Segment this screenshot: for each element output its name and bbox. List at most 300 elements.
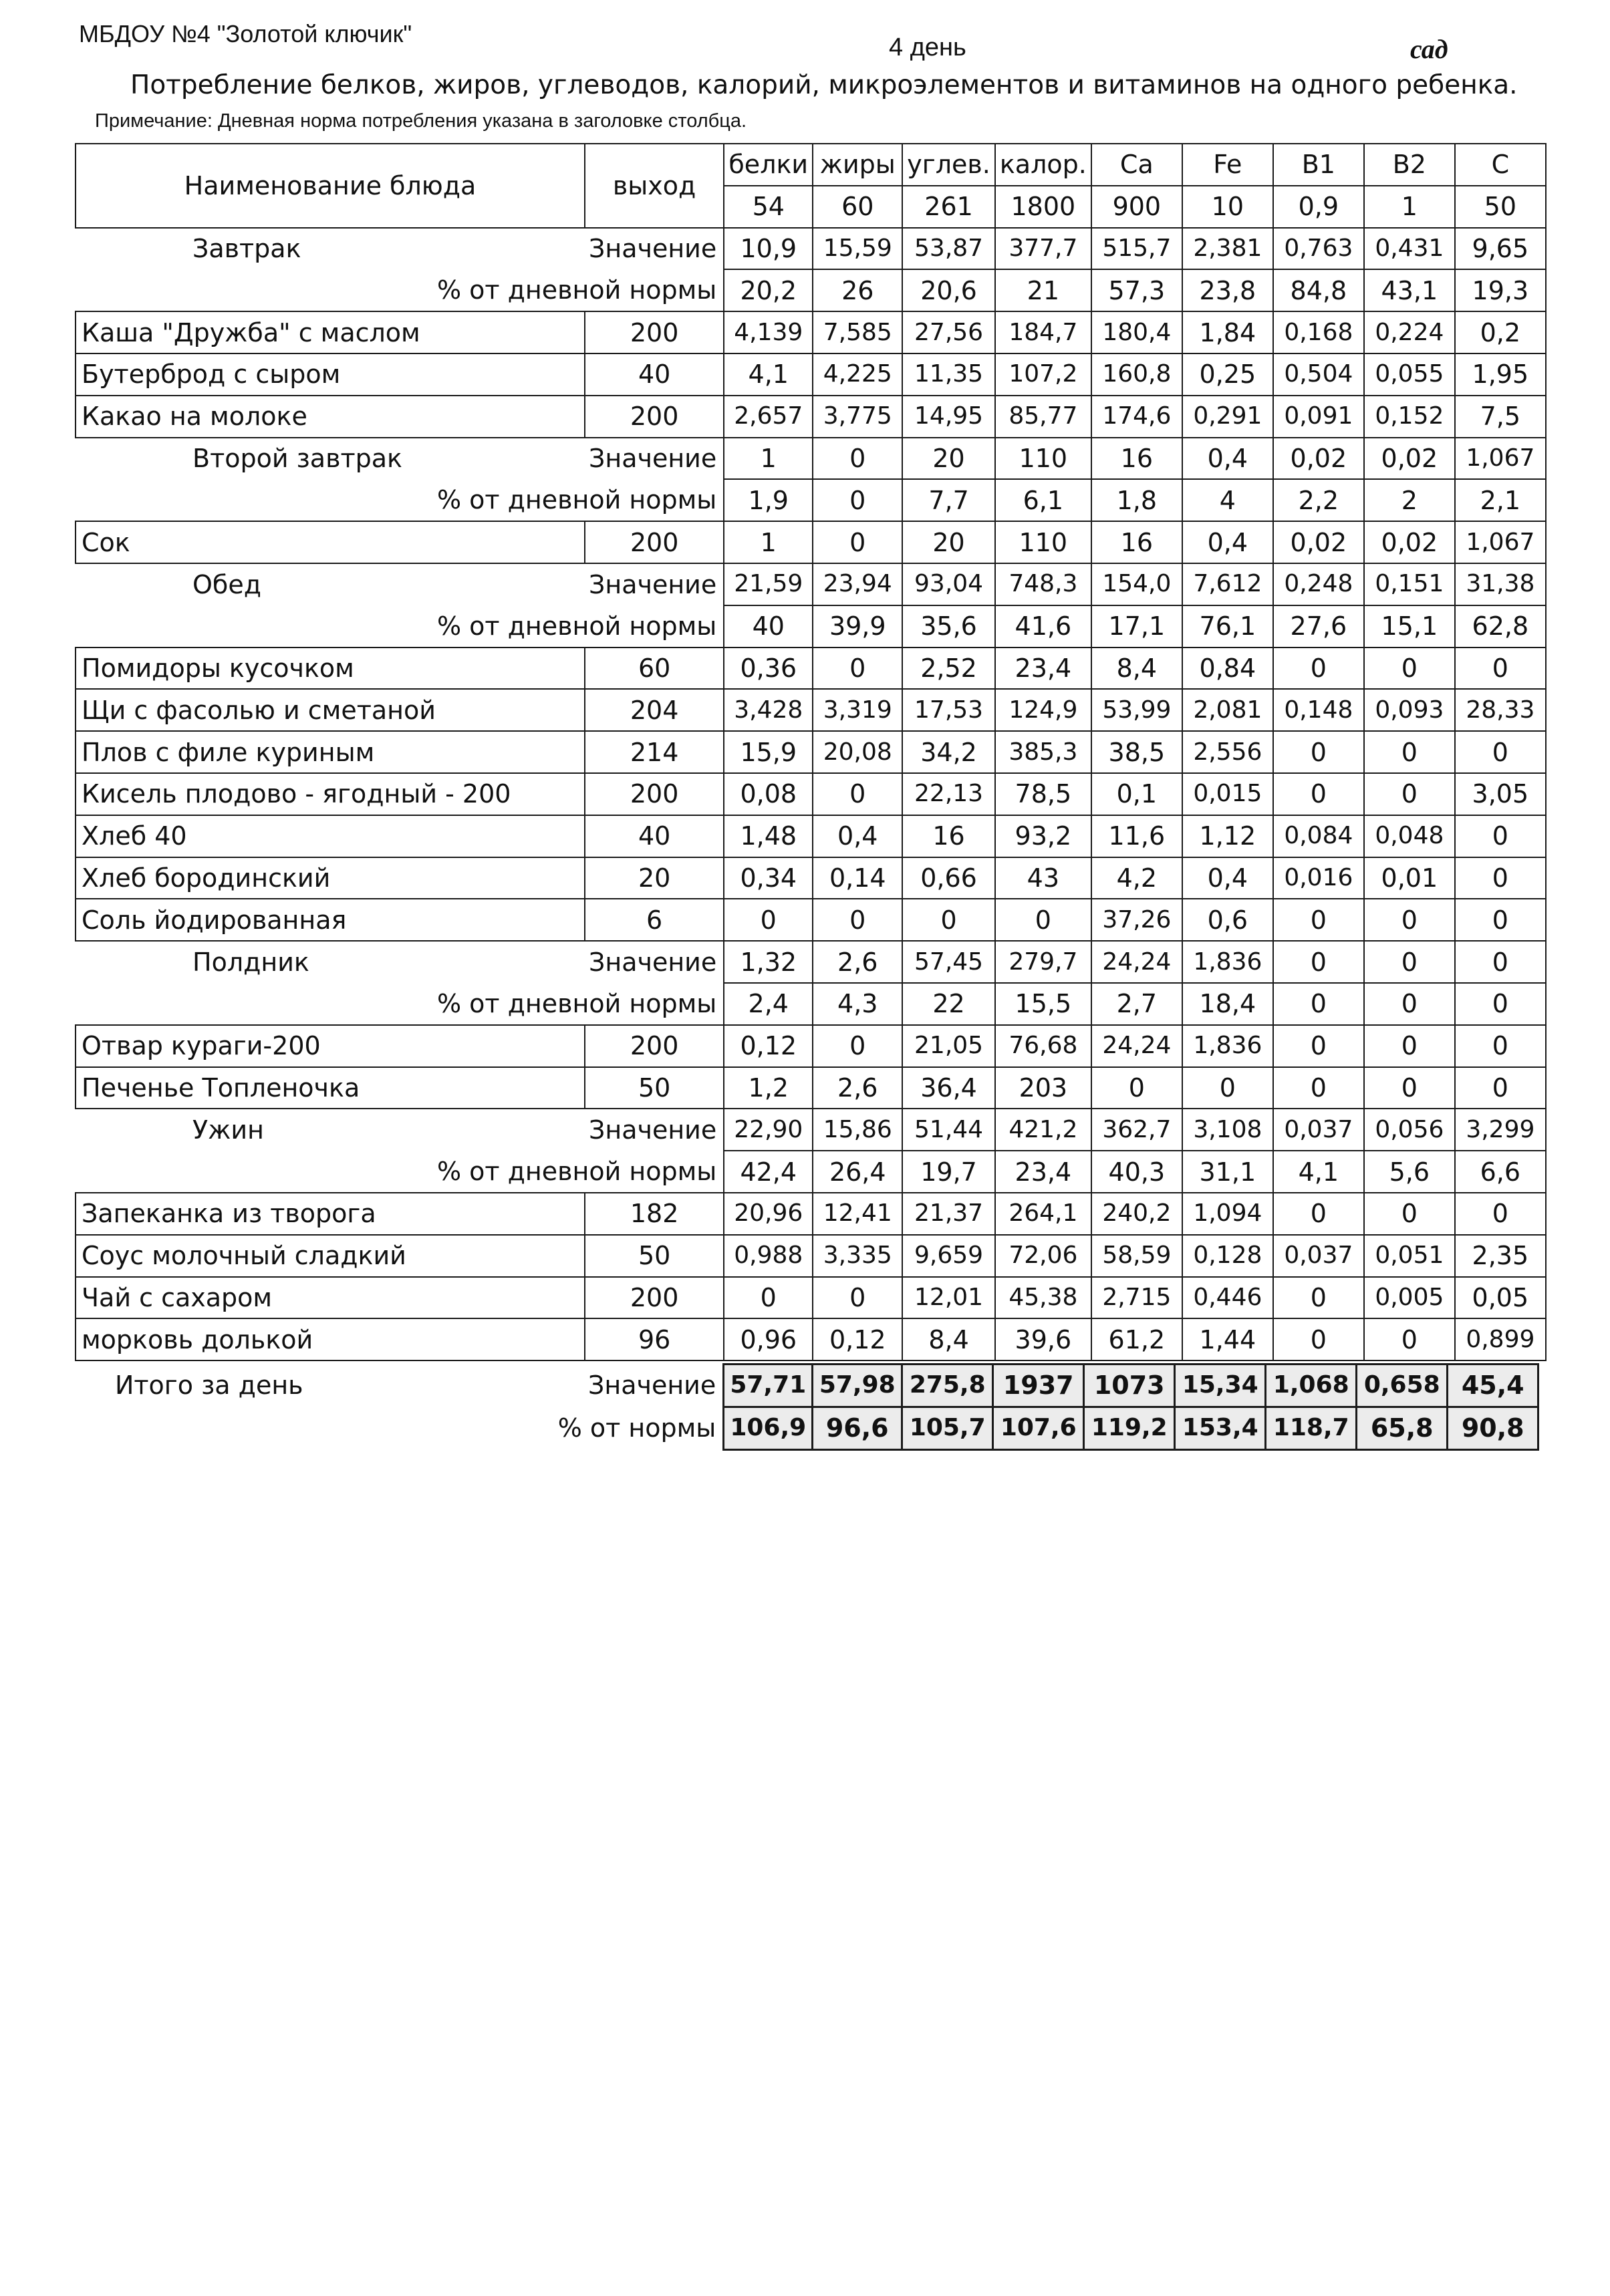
dish-value-cell: 20,96	[724, 1193, 813, 1235]
meal-percent-row	[76, 605, 1546, 648]
dish-yield: 182	[585, 1193, 724, 1235]
dish-value-cell: 0	[1273, 1318, 1364, 1360]
dish-value-cell: 0,96	[724, 1318, 813, 1360]
percent-label: % от дневной нормы	[436, 988, 717, 1018]
dish-value-cell: 21,37	[902, 1193, 995, 1235]
meal-value-cell: 0,056	[1364, 1109, 1455, 1151]
dish-value-cell: 0,899	[1455, 1318, 1546, 1360]
dish-value-cell: 0	[1455, 815, 1546, 857]
dish-value-cell: 0	[813, 1277, 902, 1319]
dish-value-cell: 240,2	[1091, 1193, 1182, 1235]
dish-name: Бутерброд с сыром	[76, 353, 585, 396]
meal-percent-cell: 4	[1182, 479, 1273, 521]
totals-value-cell: 15,34	[1175, 1365, 1266, 1407]
dish-value-cell: 124,9	[995, 689, 1091, 731]
dish-yield: 200	[585, 311, 724, 353]
meal-percent-cell: 43,1	[1364, 269, 1455, 311]
meal-percent-cell: 15,1	[1364, 605, 1455, 648]
meal-percent-cell: 40,3	[1091, 1151, 1182, 1193]
dish-value-cell: 1,12	[1182, 815, 1273, 857]
meal-percent-cell: 20,6	[902, 269, 995, 311]
dish-value-cell: 0	[1455, 1193, 1546, 1235]
dish-value-cell: 203	[995, 1067, 1091, 1109]
meal-percent-row	[76, 983, 1546, 1025]
meal-value-cell: 93,04	[902, 563, 995, 605]
totals-value-cell: 57,98	[813, 1365, 902, 1407]
table-row	[76, 1277, 1546, 1319]
dish-value-cell: 385,3	[995, 731, 1091, 773]
dish-value-cell: 23,4	[995, 648, 1091, 690]
meal-value-cell: 1,32	[724, 941, 813, 983]
dish-value-cell: 0,84	[1182, 648, 1273, 690]
dish-yield: 204	[585, 689, 724, 731]
value-label: Значение	[585, 1109, 724, 1151]
table-row	[76, 815, 1546, 857]
dish-value-cell: 0	[1273, 648, 1364, 690]
table-row	[76, 521, 1546, 563]
dish-value-cell: 20	[902, 521, 995, 563]
meal-value-row	[76, 563, 1546, 605]
dish-value-cell: 0,6	[1182, 899, 1273, 941]
dish-value-cell: 0	[813, 1025, 902, 1067]
table-row	[76, 353, 1546, 396]
meal-value-cell: 22,90	[724, 1109, 813, 1151]
dish-value-cell: 0,02	[1273, 521, 1364, 563]
dish-value-cell: 0,34	[724, 857, 813, 899]
daily-norm-cell: 50	[1455, 186, 1546, 228]
dish-value-cell: 0	[1273, 731, 1364, 773]
meal-percent-cell: 0	[1273, 983, 1364, 1025]
meal-percent-cell: 0	[813, 479, 902, 521]
dish-yield: 40	[585, 815, 724, 857]
dish-value-cell: 0,128	[1182, 1235, 1273, 1277]
meal-value-cell: 16	[1091, 438, 1182, 480]
meal-value-cell: 0	[1455, 941, 1546, 983]
dish-yield: 50	[585, 1235, 724, 1277]
dish-value-cell: 0,504	[1273, 353, 1364, 396]
dish-name: Каша "Дружба" с маслом	[76, 311, 585, 353]
meal-percent-cell: 23,8	[1182, 269, 1273, 311]
dish-value-cell: 39,6	[995, 1318, 1091, 1360]
dish-value-cell: 76,68	[995, 1025, 1091, 1067]
totals-percent-cell: 118,7	[1266, 1407, 1357, 1449]
dish-value-cell: 1,95	[1455, 353, 1546, 396]
dish-value-cell: 0,148	[1273, 689, 1364, 731]
value-label: Значение	[589, 234, 717, 264]
dish-value-cell: 2,081	[1182, 689, 1273, 731]
dish-value-cell: 184,7	[995, 311, 1091, 353]
meal-percent-row	[76, 479, 1546, 521]
table-row	[76, 1235, 1546, 1277]
dish-value-cell: 0,14	[813, 857, 902, 899]
meal-percent-cell: 5,6	[1364, 1151, 1455, 1193]
column-header: жиры	[813, 144, 902, 186]
totals-percent-cell: 90,8	[1448, 1407, 1538, 1449]
column-header: B1	[1273, 144, 1364, 186]
dish-value-cell: 0	[813, 899, 902, 941]
daily-norm-cell: 0,9	[1273, 186, 1364, 228]
meal-value-cell: 421,2	[995, 1109, 1091, 1151]
meal-value-cell: 20	[902, 438, 995, 480]
meal-percent-cell: 20,2	[724, 269, 813, 311]
dish-name: Щи с фасолью и сметаной	[76, 689, 585, 731]
totals-value-cell: 275,8	[902, 1365, 993, 1407]
meal-percent-row	[76, 269, 1546, 311]
meal-value-cell: 1,836	[1182, 941, 1273, 983]
totals-percent-cell: 65,8	[1357, 1407, 1448, 1449]
dish-value-cell: 3,319	[813, 689, 902, 731]
dish-yield: 50	[585, 1067, 724, 1109]
meal-value-cell: 0,248	[1273, 563, 1364, 605]
dish-value-cell: 0,084	[1273, 815, 1364, 857]
column-header: белки	[724, 144, 813, 186]
dish-value-cell: 16	[1091, 521, 1182, 563]
dish-value-cell: 0,093	[1364, 689, 1455, 731]
meal-percent-cell: 19,7	[902, 1151, 995, 1193]
dish-value-cell: 3,05	[1455, 773, 1546, 815]
totals-percent-cell: 107,6	[993, 1407, 1084, 1449]
dish-value-cell: 12,41	[813, 1193, 902, 1235]
dish-value-cell: 93,2	[995, 815, 1091, 857]
totals-name: Итого за день	[115, 1371, 303, 1401]
dish-yield: 200	[585, 396, 724, 438]
dish-name: Печенье Топленочка	[76, 1067, 585, 1109]
dish-value-cell: 0	[1455, 731, 1546, 773]
dish-name: Хлеб 40	[76, 815, 585, 857]
dish-value-cell: 0,36	[724, 648, 813, 690]
meal-value-cell: 0	[1273, 941, 1364, 983]
document-subtitle: Потребление белков, жиров, углеводов, калорий, микроэлементов и витаминов на одного ребенка.	[130, 70, 1518, 100]
meal-value-cell: 377,7	[995, 228, 1091, 270]
dish-value-cell: 4,2	[1091, 857, 1182, 899]
meal-value-cell: 3,108	[1182, 1109, 1273, 1151]
dish-value-cell: 0	[1273, 1193, 1364, 1235]
dish-value-cell: 37,26	[1091, 899, 1182, 941]
nutrition-table	[75, 143, 1547, 1361]
dish-value-cell: 22,13	[902, 773, 995, 815]
dish-value-cell: 0,4	[813, 815, 902, 857]
daily-norm-cell: 900	[1091, 186, 1182, 228]
dish-value-cell: 3,775	[813, 396, 902, 438]
dish-value-cell: 0,12	[813, 1318, 902, 1360]
daily-norm-cell: 60	[813, 186, 902, 228]
dish-value-cell: 21,05	[902, 1025, 995, 1067]
meal-value-cell: 9,65	[1455, 228, 1546, 270]
dish-value-cell: 0	[1273, 1277, 1364, 1319]
dish-yield: 20	[585, 857, 724, 899]
meal-value-cell: 24,24	[1091, 941, 1182, 983]
dish-value-cell: 0	[1364, 773, 1455, 815]
totals-percent-cell: 119,2	[1084, 1407, 1175, 1449]
dish-value-cell: 9,659	[902, 1235, 995, 1277]
daily-norm-cell: 261	[902, 186, 995, 228]
daily-norm-cell: 1800	[995, 186, 1091, 228]
meal-value-cell: 0,431	[1364, 228, 1455, 270]
meal-value-cell: 10,9	[724, 228, 813, 270]
dish-value-cell: 0,446	[1182, 1277, 1273, 1319]
dish-value-cell: 0	[1455, 1025, 1546, 1067]
dish-value-cell: 72,06	[995, 1235, 1091, 1277]
dish-yield: 200	[585, 521, 724, 563]
totals-value-row	[75, 1365, 1538, 1407]
meal-percent-cell: 57,3	[1091, 269, 1182, 311]
dish-value-cell: 0	[1364, 899, 1455, 941]
meal-percent-cell: 76,1	[1182, 605, 1273, 648]
value-label: Значение	[585, 941, 724, 983]
dish-name: Соль йодированная	[76, 899, 585, 941]
table-row	[76, 1193, 1546, 1235]
dish-value-cell: 16	[902, 815, 995, 857]
dish-value-cell: 0,291	[1182, 396, 1273, 438]
dish-value-cell: 0	[1273, 1025, 1364, 1067]
dish-name: Хлеб бородинский	[76, 857, 585, 899]
dish-value-cell: 14,95	[902, 396, 995, 438]
meal-value-cell: 279,7	[995, 941, 1091, 983]
meal-value-cell: 0,4	[1182, 438, 1273, 480]
dish-yield: 6	[585, 899, 724, 941]
meal-value-cell: 2,381	[1182, 228, 1273, 270]
dish-yield: 200	[585, 1025, 724, 1067]
totals-value-cell: 57,71	[724, 1365, 813, 1407]
dish-value-cell: 0	[1182, 1067, 1273, 1109]
dish-value-cell: 0,08	[724, 773, 813, 815]
dish-value-cell: 2,6	[813, 1067, 902, 1109]
dish-value-cell: 1,836	[1182, 1025, 1273, 1067]
dish-value-cell: 0,005	[1364, 1277, 1455, 1319]
dish-value-cell: 2,715	[1091, 1277, 1182, 1319]
dish-value-cell: 12,01	[902, 1277, 995, 1319]
dish-value-cell: 0	[724, 1277, 813, 1319]
totals-percent-cell: 106,9	[724, 1407, 813, 1449]
meal-percent-cell: 6,6	[1455, 1151, 1546, 1193]
dish-value-cell: 0,988	[724, 1235, 813, 1277]
meal-value-cell: 57,45	[902, 941, 995, 983]
meal-percent-cell: 84,8	[1273, 269, 1364, 311]
site-label: сад	[1410, 34, 1448, 64]
dish-value-cell: 78,5	[995, 773, 1091, 815]
dish-value-cell: 0,168	[1273, 311, 1364, 353]
meal-percent-cell: 7,7	[902, 479, 995, 521]
dish-value-cell: 17,53	[902, 689, 995, 731]
dish-value-cell: 0	[1455, 899, 1546, 941]
dish-value-cell: 0	[1364, 1318, 1455, 1360]
dish-value-cell: 0	[1273, 899, 1364, 941]
dish-value-cell: 0,224	[1364, 311, 1455, 353]
meal-value-cell: 7,612	[1182, 563, 1273, 605]
dish-value-cell: 85,77	[995, 396, 1091, 438]
meal-percent-cell: 2,1	[1455, 479, 1546, 521]
totals-percent-cell: 153,4	[1175, 1407, 1266, 1449]
dish-value-cell: 45,38	[995, 1277, 1091, 1319]
meal-value-cell: 23,94	[813, 563, 902, 605]
dish-value-cell: 0	[813, 773, 902, 815]
dish-value-cell: 38,5	[1091, 731, 1182, 773]
meal-percent-cell: 26,4	[813, 1151, 902, 1193]
column-header: C	[1455, 144, 1546, 186]
dish-name: Запеканка из творога	[76, 1193, 585, 1235]
meal-percent-cell: 2,4	[724, 983, 813, 1025]
table-row	[76, 857, 1546, 899]
dish-value-cell: 0,25	[1182, 353, 1273, 396]
meal-value-cell: 362,7	[1091, 1109, 1182, 1151]
dish-value-cell: 0,02	[1364, 521, 1455, 563]
meal-value-cell: 2,6	[813, 941, 902, 983]
meal-percent-cell: 1,8	[1091, 479, 1182, 521]
dish-value-cell: 24,24	[1091, 1025, 1182, 1067]
meal-percent-cell: 4,3	[813, 983, 902, 1025]
dish-value-cell: 58,59	[1091, 1235, 1182, 1277]
dish-value-cell: 107,2	[995, 353, 1091, 396]
meal-value-cell: 53,87	[902, 228, 995, 270]
day-totals-table	[75, 1363, 1539, 1451]
dish-name: Какао на молоке	[76, 396, 585, 438]
totals-percent-label: % от нормы	[557, 1413, 716, 1443]
meal-percent-cell: 17,1	[1091, 605, 1182, 648]
dish-value-cell: 0,015	[1182, 773, 1273, 815]
percent-label: % от дневной нормы	[436, 275, 717, 305]
dish-value-cell: 8,4	[1091, 648, 1182, 690]
meal-percent-cell: 1,9	[724, 479, 813, 521]
dish-value-cell: 0	[1273, 773, 1364, 815]
dish-yield: 60	[585, 648, 724, 690]
meal-value-cell: 0,763	[1273, 228, 1364, 270]
meal-value-cell: 15,59	[813, 228, 902, 270]
value-label: Значение	[585, 563, 724, 605]
dish-value-cell: 0	[813, 521, 902, 563]
table-row	[76, 1318, 1546, 1360]
dish-name: Кисель плодово - ягодный - 200	[76, 773, 585, 815]
dish-value-cell: 53,99	[1091, 689, 1182, 731]
percent-label: % от дневной нормы	[436, 1157, 717, 1187]
meal-percent-cell: 31,1	[1182, 1151, 1273, 1193]
dish-value-cell: 0	[1364, 1025, 1455, 1067]
table-row	[76, 689, 1546, 731]
meal-value-cell: 0	[1364, 941, 1455, 983]
meal-value-row	[76, 438, 1546, 480]
table-row	[76, 899, 1546, 941]
meal-percent-cell: 0	[1455, 983, 1546, 1025]
meal-value-cell: 0,02	[1273, 438, 1364, 480]
dish-value-cell: 0,4	[1182, 521, 1273, 563]
dish-value-cell: 0	[1364, 648, 1455, 690]
meal-name: Полдник	[76, 941, 585, 983]
dish-value-cell: 3,335	[813, 1235, 902, 1277]
table-row	[76, 648, 1546, 690]
dish-value-cell: 1,067	[1455, 521, 1546, 563]
meal-percent-cell: 22	[902, 983, 995, 1025]
dish-value-cell: 174,6	[1091, 396, 1182, 438]
meal-value-cell: 51,44	[902, 1109, 995, 1151]
meal-value-cell: 515,7	[1091, 228, 1182, 270]
meal-percent-cell: 15,5	[995, 983, 1091, 1025]
meal-value-cell: 3,299	[1455, 1109, 1546, 1151]
dish-value-cell: 0	[902, 899, 995, 941]
dish-value-cell: 11,6	[1091, 815, 1182, 857]
dish-value-cell: 0,01	[1364, 857, 1455, 899]
meal-value-row	[76, 941, 1546, 983]
meal-percent-cell: 26	[813, 269, 902, 311]
meal-value-cell: 0,037	[1273, 1109, 1364, 1151]
table-row	[76, 1067, 1546, 1109]
dish-value-cell: 1,48	[724, 815, 813, 857]
dish-value-cell: 0	[1273, 1067, 1364, 1109]
yield-header: выход	[585, 144, 724, 228]
dish-value-cell: 0	[1091, 1067, 1182, 1109]
dish-value-cell: 61,2	[1091, 1318, 1182, 1360]
dish-value-cell: 0	[1455, 648, 1546, 690]
dish-value-cell: 1,2	[724, 1067, 813, 1109]
dish-value-cell: 0,12	[724, 1025, 813, 1067]
dish-value-cell: 1,094	[1182, 1193, 1273, 1235]
table-row	[76, 773, 1546, 815]
dish-yield: 214	[585, 731, 724, 773]
dish-value-cell: 1,84	[1182, 311, 1273, 353]
dish-value-cell: 2,52	[902, 648, 995, 690]
meal-percent-cell: 35,6	[902, 605, 995, 648]
meal-percent-cell: 41,6	[995, 605, 1091, 648]
table-row	[76, 731, 1546, 773]
meal-value-cell: 0,02	[1364, 438, 1455, 480]
totals-value-label: Значение	[588, 1371, 716, 1401]
column-header: Fe	[1182, 144, 1273, 186]
dish-value-cell: 4,225	[813, 353, 902, 396]
totals-value-cell: 45,4	[1448, 1365, 1538, 1407]
meal-value-cell: 15,86	[813, 1109, 902, 1151]
dish-value-cell: 43	[995, 857, 1091, 899]
dish-value-cell: 3,428	[724, 689, 813, 731]
dish-value-cell: 0,051	[1364, 1235, 1455, 1277]
dish-yield: 200	[585, 1277, 724, 1319]
meal-percent-cell: 2,2	[1273, 479, 1364, 521]
dish-name: Отвар кураги-200	[76, 1025, 585, 1067]
meal-percent-cell: 4,1	[1273, 1151, 1364, 1193]
dish-name: Чай с сахаром	[76, 1277, 585, 1319]
meal-percent-cell: 42,4	[724, 1151, 813, 1193]
daily-norm-cell: 1	[1364, 186, 1455, 228]
meal-percent-cell: 27,6	[1273, 605, 1364, 648]
dish-value-cell: 0,152	[1364, 396, 1455, 438]
meal-percent-cell: 18,4	[1182, 983, 1273, 1025]
meal-percent-cell: 39,9	[813, 605, 902, 648]
totals-percent-cell: 105,7	[902, 1407, 993, 1449]
daily-norm-cell: 10	[1182, 186, 1273, 228]
table-row	[76, 396, 1546, 438]
dish-value-cell: 20,08	[813, 731, 902, 773]
dish-value-cell: 36,4	[902, 1067, 995, 1109]
dish-value-cell: 180,4	[1091, 311, 1182, 353]
meal-percent-cell: 23,4	[995, 1151, 1091, 1193]
header-row	[76, 144, 1546, 186]
totals-value-cell: 1073	[1084, 1365, 1175, 1407]
totals-value-cell: 1937	[993, 1365, 1084, 1407]
daily-norm-cell: 54	[724, 186, 813, 228]
meal-percent-cell: 2,7	[1091, 983, 1182, 1025]
dish-value-cell: 0	[1364, 1067, 1455, 1109]
totals-percent-row	[75, 1407, 1538, 1449]
totals-percent-cell: 96,6	[813, 1407, 902, 1449]
dish-value-cell: 28,33	[1455, 689, 1546, 731]
dish-value-cell: 1,44	[1182, 1318, 1273, 1360]
dish-value-cell: 7,585	[813, 311, 902, 353]
dish-value-cell: 0,048	[1364, 815, 1455, 857]
meal-value-cell: 1	[724, 438, 813, 480]
meal-percent-cell: 40	[724, 605, 813, 648]
dish-value-cell: 2,556	[1182, 731, 1273, 773]
meal-percent-cell: 19,3	[1455, 269, 1546, 311]
dish-value-cell: 4,1	[724, 353, 813, 396]
dish-value-cell: 0,016	[1273, 857, 1364, 899]
dish-value-cell: 264,1	[995, 1193, 1091, 1235]
